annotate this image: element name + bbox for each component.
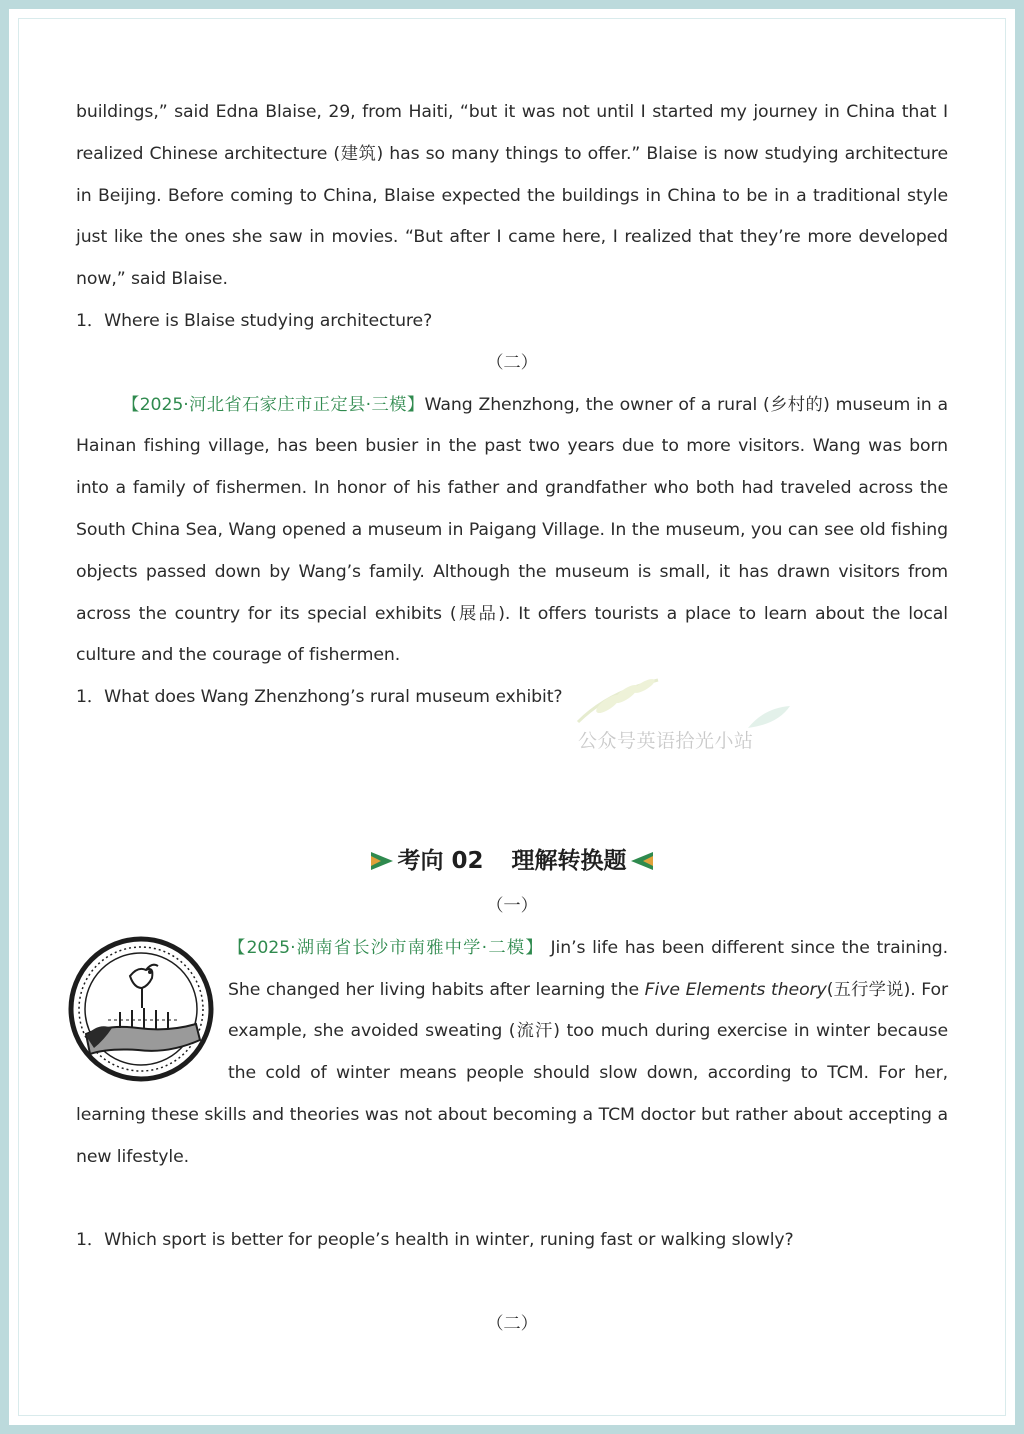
passage-3-text-a: Jin’s life has been different since the training. She changed her living habits after learning the: [228, 937, 948, 1000]
passage-3-italic-term: Five Elements theory: [644, 979, 827, 1000]
question-gap: [76, 1179, 948, 1221]
passage-2-text: Wang Zhenzhong, the owner of a rural (乡村的) museum in a Hainan fishing village, has been busier in the past two years due to more visitors. Wang was born into a family of fishermen. In honor of his father and grandfather who both had traveled across the South China Sea, Wang opened a museum in Paigang Village. In the museum, you can see old fishing objects passed down by Wang’s family. Although the museum is small, it has drawn visitors from across the country for its special exhibits (展品). It offers tourists a place to learn about the local culture and the courage of fishermen.: [76, 394, 948, 666]
arrow-right-icon: [371, 852, 393, 870]
document-content: [76, 92, 948, 1346]
section-label: 考向 02: [397, 847, 484, 874]
section-gap: [76, 719, 948, 839]
passage-1-text: buildings,” said Edna Blaise, 29, from Haiti, “but it was not until I started my journey in China that I realized Chinese architecture (建筑) has so many things to offer.” Blaise is now studying architecture in Beijing. Before coming to China, Blaise expected the buildings in China to be in a traditional style just like the ones she saw in movies. “But after I came here, I realized that they’re more developed now,” said Blaise.: [76, 102, 948, 290]
passage-3-source: 【2025·湖南省长沙市南雅中学·二模】: [228, 937, 544, 958]
passage-3-question: 1．Which sport is better for people’s health in winter, runing fast or walking slowly?: [76, 1230, 794, 1251]
passage-2-source: 【2025·河北省石家庄市正定县·三模】: [122, 394, 425, 415]
passage-3-text-b: (五行学说). For example, she avoided sweating (流汗) too much during exercise in winter because the cold of winter means people should slow down, according to TCM. For her, learning these skills and theories was not about becoming a TCM doctor but rather about accepting a new lifestyle.: [76, 979, 949, 1167]
passage-2: [76, 385, 948, 678]
part-1-marker: （一）: [486, 895, 538, 916]
section-heading: [76, 839, 948, 883]
passage-2-question: 1．What does Wang Zhenzhong’s rural museum exhibit?: [76, 687, 563, 708]
passage-1-question: 1．Where is Blaise studying architecture?: [76, 310, 433, 331]
part-gap: [76, 1262, 948, 1304]
section-title: 理解转换题: [511, 847, 627, 874]
arrow-left-icon: [631, 852, 653, 870]
watermark-text: 公众号英语拾光小站: [578, 730, 754, 752]
part-2-marker: （二）: [486, 352, 538, 373]
part-2b-marker: （二）: [486, 1313, 538, 1334]
acupuncture-illustration: [68, 936, 214, 1082]
